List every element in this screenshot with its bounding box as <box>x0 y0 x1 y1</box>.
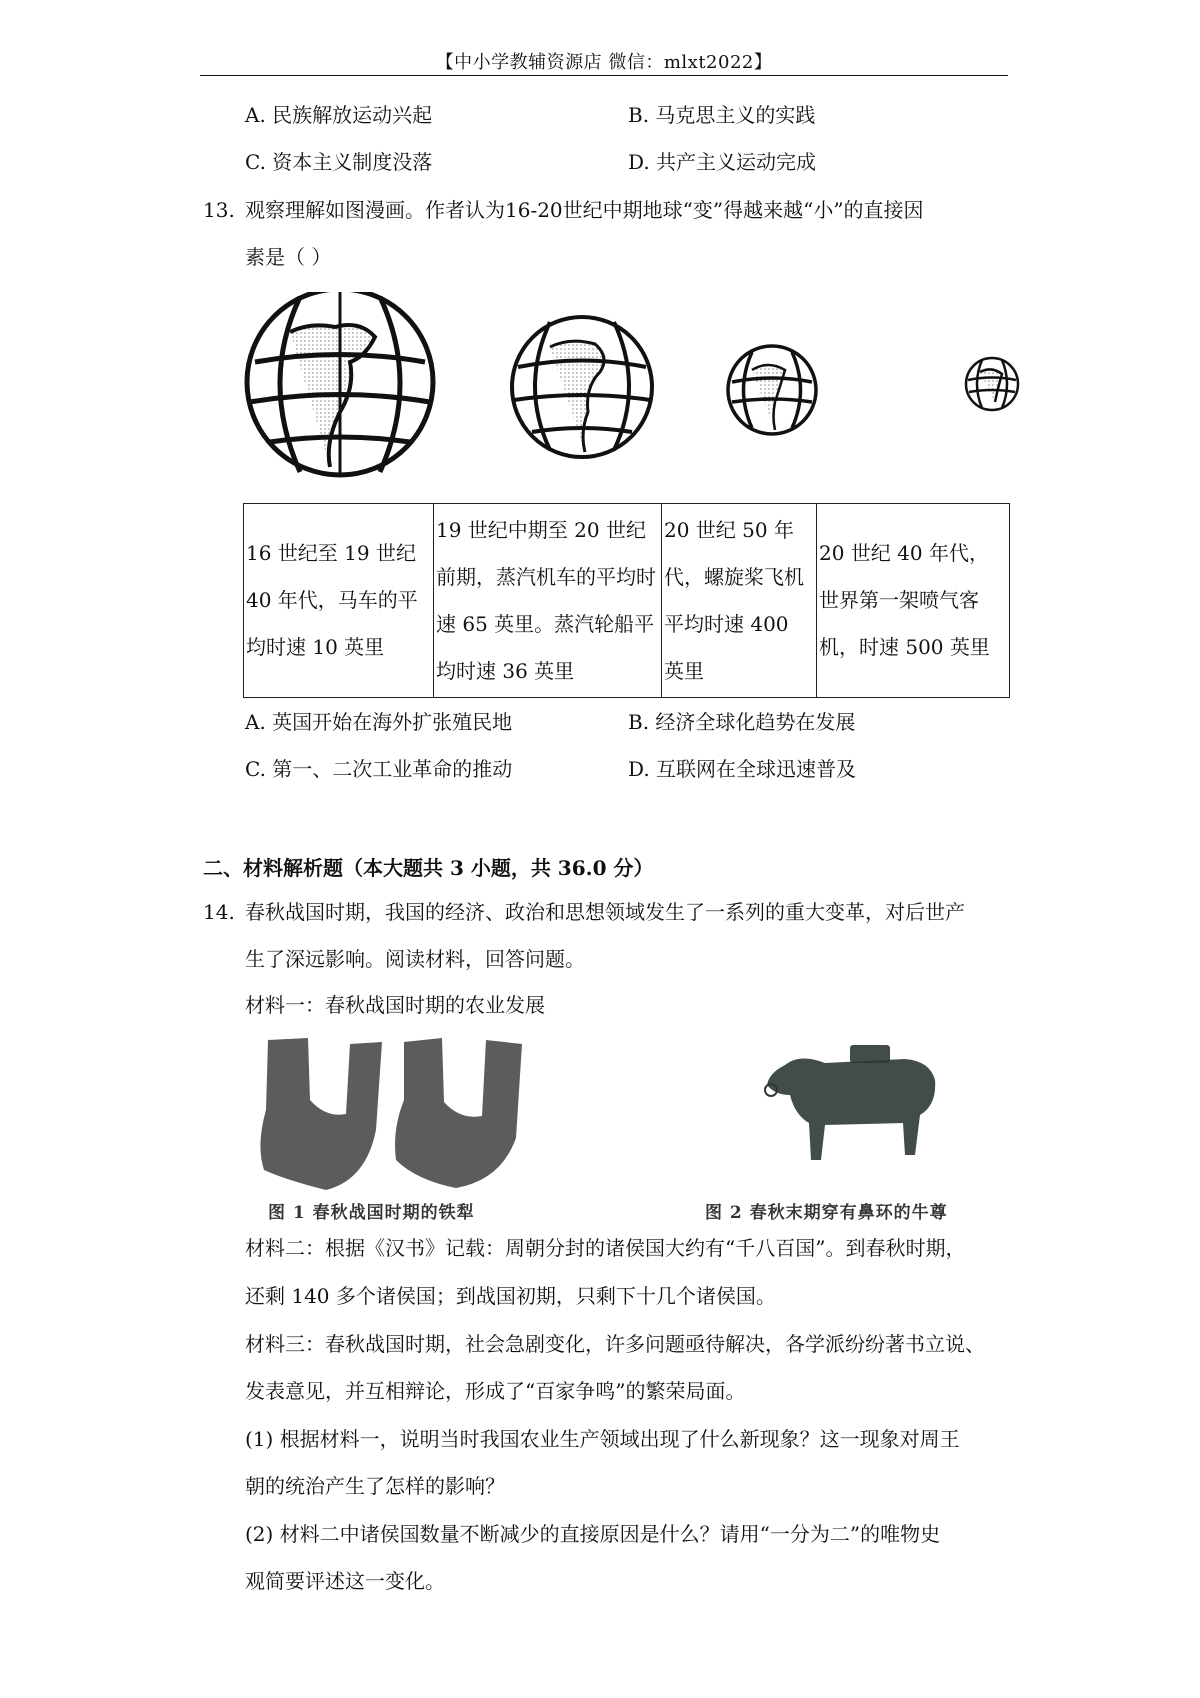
table-row <box>244 504 1010 698</box>
ox-zun-icon <box>765 1045 935 1160</box>
table-cell-steam: 19 世纪中期至 20 世纪前期，蒸汽机车的平均时速 65 英里。蒸汽轮船平均时速 36 英里 <box>434 504 662 698</box>
sub-question-1-line2: 朝的统治产生了怎样的影响？ <box>245 1474 505 1498</box>
speed-comparison-table <box>243 503 1010 698</box>
globe-tiny-icon <box>966 358 1018 410</box>
shrinking-globes-illustration <box>240 292 1060 492</box>
sub-question-1-line1: (1) 根据材料一，说明当时我国农业生产领域出现了什么新现象？这一现象对周王 <box>245 1427 960 1451</box>
material-3-line1: 材料三：春秋战国时期，社会急剧变化，许多问题亟待解决，各学派纷纷著书立说、 <box>245 1332 985 1356</box>
q12-option-a: A. 民族解放运动兴起 <box>245 103 433 127</box>
q13-stem-line1: 观察理解如图漫画。作者认为16-20世纪中期地球“变”得越来越“小”的直接因 <box>245 198 924 222</box>
q12-option-b: B. 马克思主义的实践 <box>628 103 816 127</box>
globe-medium-icon <box>512 317 652 457</box>
q13-option-b: B. 经济全球化趋势在发展 <box>628 710 856 734</box>
q13-number: 13. <box>203 198 235 222</box>
header-rule <box>200 75 1008 76</box>
q14-stem-line1: 春秋战国时期，我国的经济、政治和思想领域发生了一系列的重大变革，对后世产 <box>245 900 965 924</box>
table-cell-jet-airliner: 20 世纪 40 年代，世界第一架喷气客机，时速 500 英里 <box>817 504 1010 698</box>
q13-option-d: D. 互联网在全球迅速普及 <box>628 757 857 781</box>
q12-option-c: C. 资本主义制度没落 <box>245 150 433 174</box>
sub-question-2-line1: (2) 材料二中诸侯国数量不断减少的直接原因是什么？请用“一分为二”的唯物史 <box>245 1522 941 1546</box>
material-2-line2: 还剩 140 多个诸侯国；到战国初期，只剩下十几个诸侯国。 <box>245 1284 776 1308</box>
section-2-title: 二、材料解析题（本大题共 3 小题，共 36.0 分） <box>203 856 654 880</box>
q14-stem-line2: 生了深远影响。阅读材料，回答问题。 <box>245 947 585 971</box>
page-header: 【中小学教辅资源店 微信：mlxt2022】 <box>435 52 773 73</box>
material-1-title: 材料一：春秋战国时期的农业发展 <box>245 993 545 1017</box>
material-2-line1: 材料二：根据《汉书》记载：周朝分封的诸侯国大约有“千八百国”。到春秋时期， <box>245 1236 966 1260</box>
q12-option-d: D. 共产主义运动完成 <box>628 150 817 174</box>
table-cell-horse-carriage: 16 世纪至 19 世纪 40 年代，马车的平均时速 10 英里 <box>244 504 434 698</box>
globe-small-icon <box>728 346 816 434</box>
ox-zun-image <box>755 1035 955 1185</box>
sub-question-2-line2: 观简要评述这一变化。 <box>245 1569 445 1593</box>
iron-plow-icon <box>260 1038 522 1190</box>
table-cell-propeller-plane: 20 世纪 50 年代，螺旋桨飞机平均时速 400 英里 <box>662 504 817 698</box>
material-3-line2: 发表意见，并互相辩论，形成了“百家争鸣”的繁荣局面。 <box>245 1379 746 1403</box>
iron-plow-image <box>246 1030 546 1190</box>
globe-large-icon <box>247 292 433 477</box>
q13-option-c: C. 第一、二次工业革命的推动 <box>245 757 513 781</box>
q14-number: 14. <box>203 900 235 924</box>
figure-2-caption: 图 2 春秋末期穿有鼻环的牛尊 <box>705 1203 948 1223</box>
figure-1-caption: 图 1 春秋战国时期的铁犁 <box>268 1203 475 1223</box>
q13-stem-line2: 素是（ ） <box>245 245 332 269</box>
q13-option-a: A. 英国开始在海外扩张殖民地 <box>245 710 513 734</box>
